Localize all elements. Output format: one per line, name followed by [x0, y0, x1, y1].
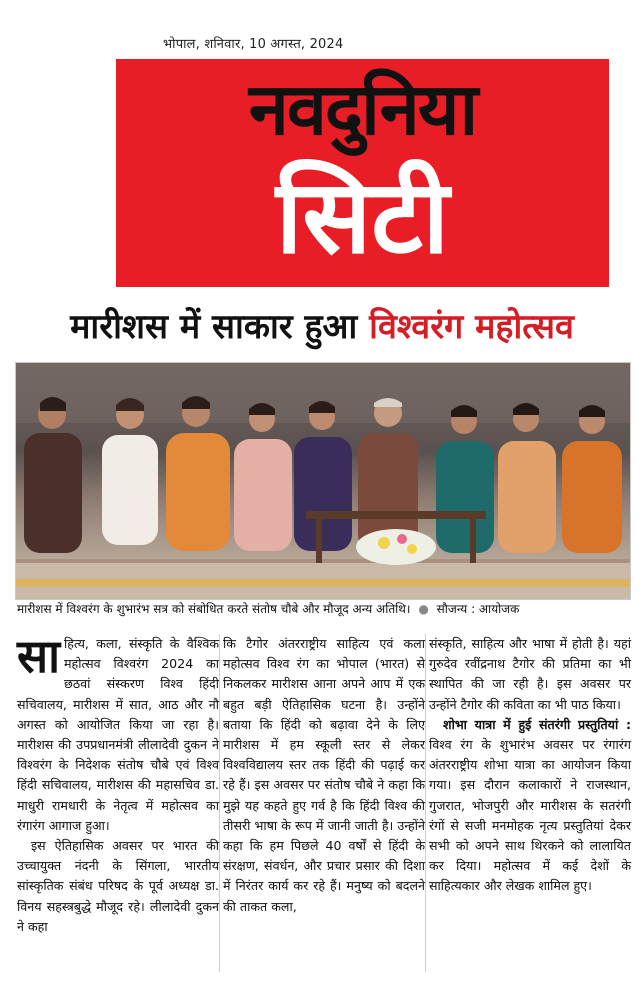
dropcap: सा: [17, 629, 61, 683]
column-divider: [425, 634, 426, 972]
event-photo: [15, 362, 631, 600]
article-column-2: [223, 634, 425, 974]
column-divider: [219, 634, 220, 972]
headline-part-1: मारीशस में साकार हुआ: [70, 307, 358, 347]
article-paragraph: इस ऐतिहासिक अवसर पर भारत की उच्चायुक्त नंदनी के सिंगला, भारतीय सांस्कृतिक संबंध परिषद के पूर्व अध्यक्ष डा. विनय सहस्त्रबुद्धे मौजूद रहे। लीलादेवी दुकन ने कहा: [17, 838, 219, 934]
headline: [0, 302, 644, 352]
article-column-3: [429, 634, 631, 974]
article-paragraph: कि टैगोर अंतरराष्ट्रीय साहित्य एवं कला महोत्सव विश्व रंग का भोपाल (भारत) से निकलकर मारीशस आना अपने आप में एक बहुत बड़ी ऐतिहासिक घटना है। उन्होंने बताया कि हिंदी को बढ़ावा देने के लिए मारीशस में हम स्कूली स्तर से लेकर विश्वविद्यालय स्तर तक हिंदी की पढ़ाई कर रहे हैं। इस अवसर पर संतोष चौबे ने कहा कि मुझे यह कहते हुए गर्व है कि हिंदी विश्व की तीसरी भाषा के रूप में जानी जाती है। उन्होंने कहा कि हम पिछले 40 वर्षों से हिंदी के संरक्षण, संवर्धन, और प्रचार प्रसार की दिशा में निरंतर कार्य कर रहे हैं। मनुष्य को बदलने की ताकत कला,: [223, 636, 425, 914]
article-column-1: [17, 629, 219, 974]
event-photo-illustration: [16, 363, 630, 599]
masthead-logo: [116, 59, 609, 287]
dateline: भोपाल, शनिवार, 10 अगस्त, 2024: [163, 37, 344, 52]
headline-part-2: विश्वरंग महोत्सव: [369, 307, 574, 347]
article-paragraph: संस्कृति, साहित्य और भाषा में होती है। यहां गुरुदेव रवींद्रनाथ टैगोर की प्रतिमा का भी स्थापित की जा रही है। इस अवसर पर उन्होंने टैगोर की कविता का भी पाठ किया।: [429, 636, 631, 712]
article-text: विश्व रंग के शुभारंभ अवसर पर रंगारंग अंतरराष्ट्रीय शोभा यात्रा का आयोजन किया गया। इस दौरान कलाकारों ने राजस्थान, गुजरात, भोजपुरी और मारीशस के सतरंगी रंगों से सजी मनमोहक नृत्य प्रस्तुतियां देकर सभी को अपने साथ थिरकने को लालायित कर दिया। महोत्सव में कई देशों के साहित्यकार और लेखक शामिल हुए।: [429, 737, 631, 894]
article-paragraph: [17, 629, 219, 836]
photo-credit: सौजन्य : आयोजक: [436, 602, 520, 616]
masthead-subtitle: सिटी: [275, 158, 450, 277]
photo-caption: [17, 599, 627, 619]
article-text: हित्य, कला, संस्कृति के वैश्विक महोत्सव विश्वरंग 2024 का छठवां संस्करण विश्व हिंदी सचिवालय, मारीशस में सात, आठ और नौ अगस्त को आयोजित किया जा रहा है। मारीशस की उपप्रधानमंत्री लीलादेवी दुकन ने विश्वरंग के निदेशक संतोष चौबे एवं विश्व हिंदी सचिवालय, मारीशस की महासचिव डा. माधुरी रामधारी के नेतृत्व में महोत्सव का रंगारंग आगाज हुआ।: [17, 636, 219, 833]
photo-caption-text: मारीशस में विश्वरंग के शुभारंभ सत्र को संबोधित करते संतोष चौबे और मौजूद अन्य अतिथि।: [17, 602, 411, 616]
article-paragraph: [429, 715, 631, 897]
masthead-title: नवदुनिया: [248, 67, 477, 151]
bullet-icon: ●: [418, 602, 429, 616]
article-subhead: शोभा यात्रा में हुई संतरंगी प्रस्तुतियां :: [443, 716, 631, 732]
